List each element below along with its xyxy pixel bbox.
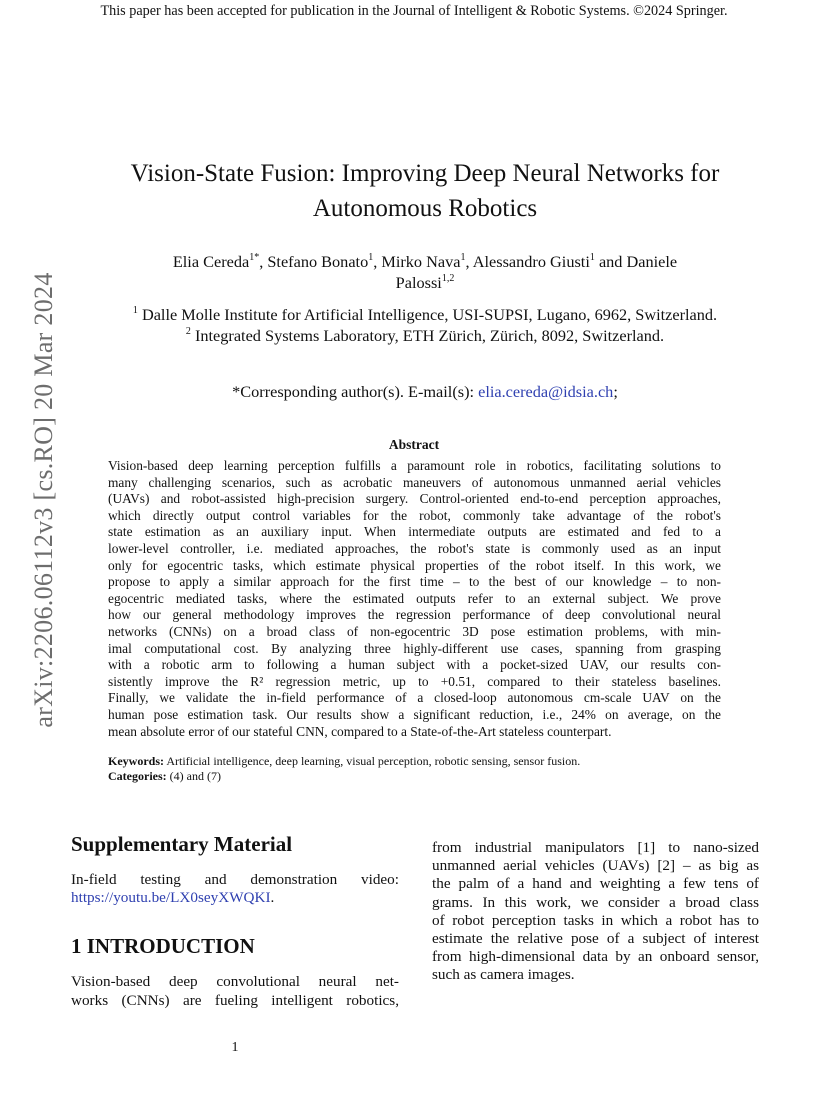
abstract-line: human pose estimation task. Our results show a significant reduction, i.e., 24% on average, on the [108,706,721,722]
title-line-1: Vision-State Fusion: Improving Deep Neural Networks for [130,160,720,187]
abstract-line: only for egocentric tasks, which estimate physical properties of the robot itself. In this work, we [108,557,721,573]
author-line-1: Elia Cereda$^{1*}$, Stefano Bonato$^1$, Mirko Nava$^1$, Alessandro Giusti$^1$ and Daniele [172,251,678,271]
author-affiliation-mark: 1* [249,251,260,263]
author-name: Stefano Bonato [267,252,369,271]
abstract-line: how our general methodology improves the regression performance of deep convolutional neural [108,607,721,623]
intro-line: of robot perception tasks in which a robot has to [432,911,759,929]
author-line-2 [70,272,780,293]
intro-line: unmanned aerial vehicles (UAVs) [2] – as big as [432,857,759,875]
intro-line: the palm of a hand and weighting a few tens of [432,875,759,893]
abstract-line: which directly output control variables for the robot, commonly take advantage of the robot's [108,507,721,523]
supplementary-video-line [71,889,274,908]
abstract-line: lower-level controller, i.e. mediated approaches, the robot's state is commonly used as an input [108,540,721,556]
author-affiliation-mark: 1 [368,251,374,263]
categories-text: (4) and (7) [169,769,221,783]
author-affiliation-mark: 1,2 [441,272,455,284]
intro-left-column [71,973,399,1010]
intro-right-column [432,839,759,985]
affiliation-text: Dalle Molle Institute for Artificial Intelligence, USI-SUPSI, Lugano, 6962, Switzerland. [141,305,718,324]
publication-note: This paper has been accepted for publication in the Journal of Intelligent & Robotic Systems. ©2024 Springer. [100,3,728,19]
paper-title [70,156,780,226]
keywords-text: Artificial intelligence, deep learning, visual perception, robotic sensing, sensor fusion. [166,754,581,768]
keywords-line [108,754,728,769]
abstract-line: mean absolute error of our stateful CNN, compared to a State-of-the-Art stateless counterpart. [108,723,612,739]
author-affiliation-mark: 1 [589,251,595,263]
categories-line [108,769,728,784]
supplementary-text: In-field testing and demonstration video: [71,871,399,888]
author-name: Elia Cereda [172,252,250,271]
author-list [70,251,780,293]
corresponding-suffix: ; [613,382,618,401]
abstract-line: imal computational cost. By analyzing three highly-different use cases, spanning from grasping [108,640,721,656]
abstract-line: networks (CNNs) on a broad class of non-egocentric 3D pose estimation problems, with min- [108,623,721,639]
affiliation-text: Integrated Systems Laboratory, ETH Zürich, Zürich, 8092, Switzerland. [194,326,665,345]
abstract-heading: Abstract [388,437,440,452]
intro-line: Vision-based deep convolutional neural net- [71,973,399,990]
corresponding-label: *Corresponding author(s). E-mail(s): [232,382,475,401]
affiliation-number: 2 [185,325,191,337]
affiliation-2 [70,325,780,346]
abstract-text [108,458,721,740]
abstract-line: sistently improve the R² regression metric, up to +0.51, compared to their stateless baselines. [108,673,721,689]
keywords-block [108,754,728,784]
intro-line: grams. In this work, we consider a broad class [432,893,759,911]
abstract-line: Vision-based deep learning perception fulfills a paramount role in robotics, facilitating solutions to [108,458,721,473]
arxiv-identifier: arXiv:2206.06112v3 [cs.RO] 20 Mar 2024 [29,272,58,728]
author-name: Alessandro Giusti [472,252,590,271]
intro-line: from high-dimensional data by an onboard sensor, [432,948,759,966]
email-link[interactable]: elia.cereda@idsia.ch [478,382,614,401]
keywords-label: Keywords: [108,754,164,768]
author-conjunction: and [598,252,623,271]
abstract-line: Finally, we validate the in-field performance of a closed-loop autonomous cm-scale UAV on the [108,690,721,706]
intro-line: works (CNNs) are fueling intelligent robotics, [71,991,399,1009]
author-name-last: Palossi [395,273,442,292]
introduction-heading: 1 INTRODUCTION [71,934,255,958]
author-name: Mirko Nava [381,252,461,271]
supplementary-heading: Supplementary Material [71,832,293,856]
affiliation-1 [70,304,780,325]
title-line-2: Autonomous Robotics [312,195,538,222]
intro-line: estimate the relative pose of a subject of interest [432,930,759,948]
author-name-first: Daniele [626,252,678,271]
page-number: 1 [231,1040,239,1055]
video-link[interactable]: https://youtu.be/LX0seyXWQKI [71,889,271,906]
abstract-line: egocentric mediated tasks, where the estimated outputs refer to an external subject. We prove [108,590,721,606]
author-affiliation-mark: 1 [460,251,466,263]
abstract-line: (UAVs) and robot-assisted high-precision surgery. Control-oriented end-to-end perception approaches, [108,491,721,507]
intro-line: from industrial manipulators [1] to nano-sized [432,839,759,856]
corresponding-author [70,382,780,402]
abstract-line: many challenging scenarios, such as acrobatic maneuvers of autonomous unmanned aerial vehicles [108,474,721,490]
abstract-line: propose to apply a similar approach for the first time – to the best of our knowledge – to non- [108,574,721,590]
abstract-line: state estimation as an auxiliary input. When intermediate outputs are estimated and fed to a [108,524,721,540]
categories-label: Categories: [108,769,167,783]
affiliations [70,304,780,346]
video-link-suffix: . [270,889,275,906]
abstract-line: with a robotic arm to following a human subject with a pocket-sized UAV, our results con- [108,657,721,673]
intro-line: such as camera images. [432,966,575,984]
affiliation-number: 1 [132,304,138,316]
